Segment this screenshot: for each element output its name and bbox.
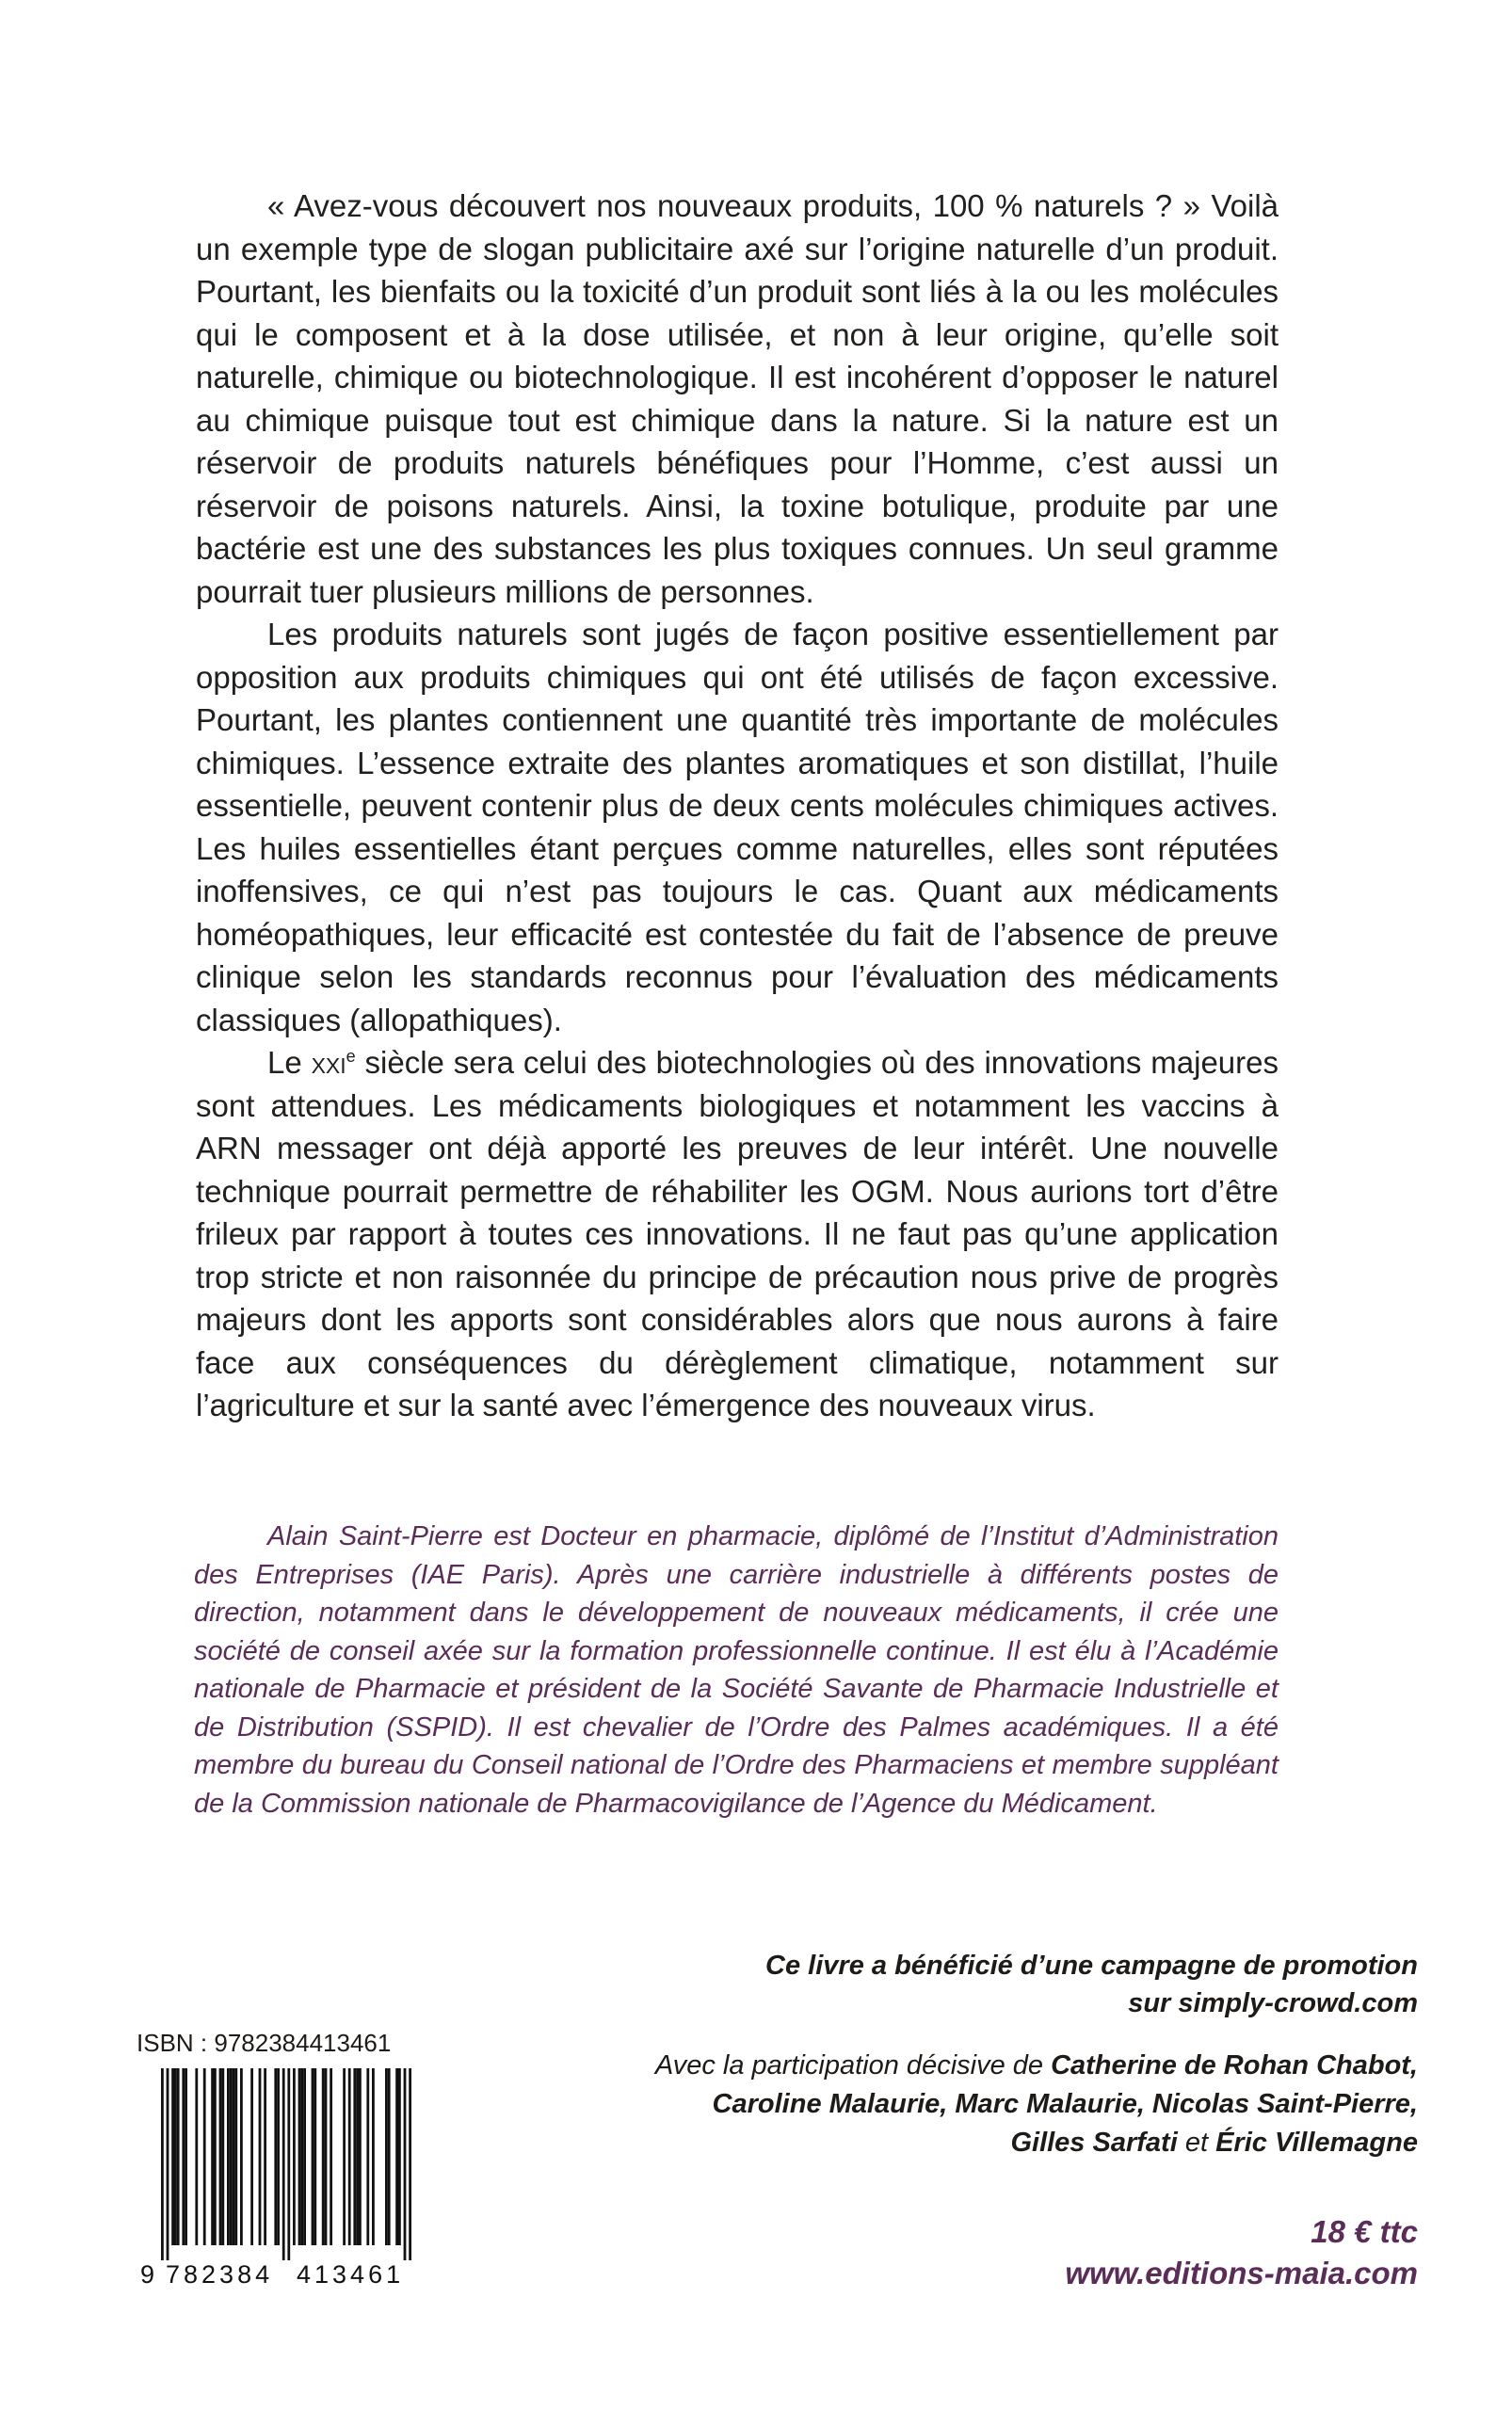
barcode-bar [300,2068,303,2245]
barcode-bar [221,2068,224,2245]
barcode-bar [359,2068,362,2245]
barcode-digits-group-1: 782384 [166,2260,274,2289]
barcode-bar [398,2068,401,2245]
barcode-bar [277,2068,280,2245]
barcode-bar [274,2068,277,2245]
promotion-line-2: sur simply-crowd.com [1128,1988,1418,2018]
barcode-bar [250,2068,253,2245]
barcode-bar [372,2068,375,2245]
isbn-barcode-block [137,2027,438,2290]
barcode-bar [227,2068,230,2245]
barcode-bar [264,2068,266,2245]
barcode-bar [203,2068,206,2245]
barcode-bar [293,2068,296,2245]
barcode-bar [167,2068,169,2260]
barcode-bar [214,2068,217,2245]
participant-name-gilles: Gilles Sarfati [1010,2128,1178,2158]
barcode-bar [282,2068,285,2260]
barcode-digit-first: 9 [140,2260,155,2289]
participation-credits [571,2047,1418,2162]
barcode-bar [259,2068,262,2245]
price: 18 € ttc [1311,2214,1418,2249]
participation-intro: Avec la participation décisive de [654,2050,1052,2081]
barcode-bar [234,2068,237,2245]
barcode-bar [185,2068,187,2245]
barcode-bar [230,2068,233,2245]
barcode-bar [233,2068,235,2245]
summary-paragraph-2: Les produits naturels sont jugés de façon positive essentiellement par opposition aux produits chimiques qui ont été utilisés de façon excessive. Pourtant, les plantes contiennent une quantité très importante de molécules chimiques. L’essence extraite des plantes aromatiques et son distillat, l’huile essentielle, peuvent contenir plus de deux cents molécules chimiques actives. Les huiles essentielles étant perçues comme naturelles, elles sont réputées inoffensives, ce qui n’est pas toujours le cas. Quant aux médicaments homéopathiques, leur efficacité est contestée du fait de l’absence de preuve clinique selon les standards reconnus pour l’évaluation des médicaments classiques (allopathiques). [196,617,1279,1037]
barcode-bar [395,2068,398,2245]
author-bio-text: Alain Saint-Pierre est Docteur en pharmacie, diplômé de l’Institut d’Administration des Entreprises (IAE Paris). Après une carrière industrielle à différents postes de direction, notamment dans le développement de nouveaux médicaments, il crée une société de conseil axée sur la formation professionnelle continue. Il est élu à l’Académie nationale de Pharmacie et président de la Société Savante de Pharmacie Industrielle et de Distribution (SSPID). Il est chevalier de l’Ordre des Palmes académiques. Il a été membre du bureau du Conseil national de l’Ordre des Pharmaciens et membre suppléant de la Commission nationale de Pharmacovigilance de l’Agence du Médicament. [194,1521,1279,1819]
barcode-bar [330,2068,332,2245]
barcode-bar [171,2068,174,2245]
barcode-bar [211,2068,214,2245]
barcode-bar [385,2068,388,2245]
author-bio [194,1518,1279,1823]
summary-paragraph-3 [196,1041,1279,1427]
barcode-bar [174,2068,177,2245]
participant-names-2: Caroline Malaurie, Marc Malaurie, Nicolas Saint-Pierre, [712,2089,1418,2119]
participation-line-2 [571,2085,1418,2124]
participation-line-3 [571,2124,1418,2162]
barcode-bar [343,2068,346,2245]
summary-paragraph-1: « Avez-vous découvert nos nouveaux produits, 100 % naturels ? » Voilà un exemple type de slogan publicitaire axé sur l’origine naturelle d’un produit. Pourtant, les bienfaits ou la toxicité d’un produit sont liés à la ou les molécules qui le composent et à la dose utilisée, et non à leur origine, qu’elle soit naturelle, chimique ou biotechnologique. Il est incohérent d’opposer le naturel au chimique puisque tout est chimique dans la nature. Si la nature est un réservoir de produits naturels bénéfiques pour l’Homme, c’est aussi un réservoir de poisons naturels. Ainsi, la toxine botulique, produite par une bactérie est une des substances les plus toxiques connues. Un seul gramme pourrait tuer plusieurs millions de personnes. [196,188,1279,609]
summary-text [196,185,1279,1427]
barcode-bar [312,2068,314,2245]
century-numeral: xxi [311,1045,346,1080]
promotion-line-1: Ce livre a bénéficié d’une campagne de promotion [765,1951,1418,1981]
paragraph-3-start: Le [267,1045,312,1080]
barcode-bar [303,2068,306,2245]
barcode-bar [388,2068,391,2245]
paragraph-3-rest: siècle sera celui des biotechnologies où des innovations majeures sont attendues. Les médicaments biologiques et notamment les vaccins à ARN messager ont déjà apporté les preuves de leur intérêt. Une nouvelle technique pourrait permettre de réhabiliter les OGM. Nous aurions tort d’être frileux par rapport à toutes ces innovations. Il ne faut pas qu’une application trop stricte et non raisonnée du principe de précaution nous prive de progrès majeurs dont les apports sont considérables alors que nous aurons à faire face aux conséquences du dérèglement climatique, notamment sur l’agriculture et sur la santé avec l’émergence des nouveaux virus. [196,1045,1279,1422]
participation-and: et [1177,2128,1216,2158]
publisher-website: www.editions-maia.com [1065,2256,1418,2290]
participant-name-eric: Éric Villemagne [1215,2128,1418,2158]
barcode-bar [325,2068,328,2245]
barcode-bar [322,2068,325,2245]
participation-line-1 [571,2047,1418,2085]
century-superscript: e [346,1047,356,1066]
barcode-bar [161,2068,164,2260]
barcode-bar [182,2068,185,2245]
barcode-bar [287,2068,290,2260]
participant-name-1: Catherine de Rohan Chabot, [1051,2050,1418,2081]
barcode-bar [366,2068,369,2245]
barcode-digits-group-2: 413461 [297,2260,405,2289]
barcode-icon [137,2068,438,2290]
barcode-bar [195,2068,198,2245]
promotion-note [571,1947,1418,2022]
barcode-bar [314,2068,316,2245]
barcode-bar [219,2068,222,2245]
barcode-bar [177,2068,180,2245]
barcode-bar [404,2068,407,2260]
barcode-bar [240,2068,243,2245]
barcode-bar [356,2068,359,2245]
barcode-bar [409,2068,411,2260]
barcode-bar [298,2068,301,2245]
isbn-label: ISBN : 9782384413461 [137,2029,392,2057]
barcode-bar [348,2068,351,2245]
barcode-bar [353,2068,356,2245]
